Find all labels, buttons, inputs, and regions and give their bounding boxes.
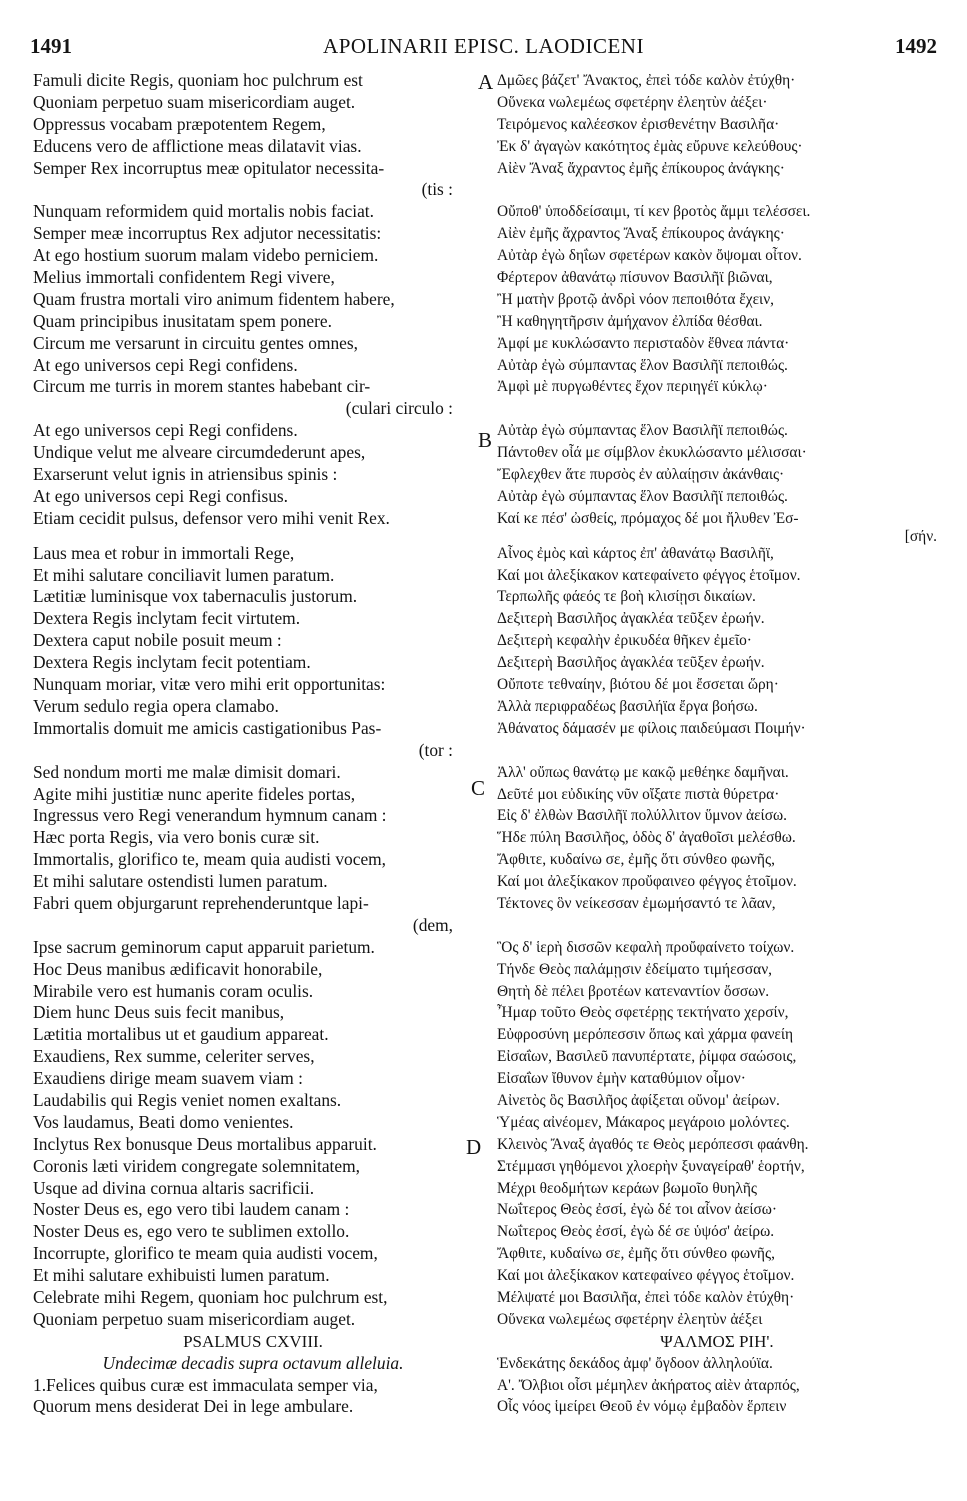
latin-line: Dextera Regis inclytam fecit potentiam. (33, 652, 311, 673)
greek-line: Κλεινὸς Ἄναξ ἀγαθός τε Θεὸς μερόπεσσι φαάνθη. (497, 1135, 809, 1153)
greek-line-continuation: [σήν. (904, 527, 937, 545)
latin-line: Quoniam perpetuo suam misericordiam auget. (33, 91, 356, 112)
latin-line: Immortalis, glorifico te, meam quia audisti vocem, (33, 849, 387, 870)
running-title: APOLINARII EPISC. LAODICENI (323, 34, 644, 58)
latin-line: Lætitiæ luminisque vox tabernaculis justorum. (33, 586, 358, 607)
latin-line: Diem hunc Deus suis fecit manibus, (33, 1002, 285, 1023)
greek-line: Δεξιτερὴ Βασιλῆος ἀγακλέα τεῦξεν ἐρωήν. (497, 610, 765, 628)
latin-line: Lætitia mortalibus ut et gaudium appareat. (33, 1024, 329, 1045)
greek-line: Εἰς δ' ἐλθὼν Βασιλῆϊ πολύλλιτον ὕμνον ἀείσω. (497, 807, 787, 825)
latin-line: Noster Deus es, ego vero te sublimen extollo. (33, 1221, 350, 1242)
greek-line: Θητὴ δὲ πέλει βροτέων κατεναντίον ὄσσων. (497, 982, 770, 1000)
latin-line: Ipse sacrum geminorum caput apparuit parietum. (33, 936, 375, 957)
greek-line: Τήνδε Θεὸς παλάμῃσιν ἐδείματο τιμήεσσαν, (497, 960, 773, 978)
greek-line: Δεξιτερὴ Βασιλῆος ἀγακλέα τεῦξεν ἐρωήν. (497, 654, 765, 672)
latin-line: Laus mea et robur in immortali Rege, (33, 542, 295, 563)
greek-line: Νωΐτερος Θεὸς ἐσσί, ἐγὼ δέ τοι αἶνον ἀείσω· (497, 1201, 778, 1219)
page-header (30, 34, 937, 64)
latin-line-continuation: (culari circulo : (345, 398, 453, 419)
latin-line: Famuli dicite Regis, quoniam hoc pulchrum est (33, 70, 363, 90)
latin-line: Nunquam moriar, vitæ vero mihi erit opportunitas: (33, 674, 386, 695)
latin-line: Quoniam perpetuo suam misericordiam auget. (33, 1308, 356, 1329)
greek-line: Εἰσαΐων, Βασιλεῦ πανυπέρτατε, ῥίμφα σαώσοις, (497, 1048, 797, 1066)
latin-line: Laudabilis qui Regis veniet nomen exaltans. (33, 1089, 342, 1110)
latin-line: Nunquam reformidem quid mortalis nobis faciat. (33, 201, 374, 222)
greek-line: Ἦμαρ τοῦτο Θεὸς σφετέρῃς τεκτήνατο χερσίν, (497, 1004, 789, 1022)
greek-line: Πάντοθεν οἷά με σίμβλον ἐκυκλώσαντο μέλισσαι· (497, 444, 807, 462)
greek-line: Μέλψατέ μοι Βασιλῆα, ἐπεὶ τόδε καλὸν ἐτύχθη· (497, 1288, 795, 1306)
greek-line: Ἀθάνατος δάμασέν με φίλοις παιδεύμασι Ποιμήν· (497, 719, 806, 737)
latin-line: Melius immortali confidentem Regi vivere, (33, 267, 335, 288)
latin-line: Undique velut me alveare circumdederunt apes, (33, 442, 366, 463)
latin-line: At ego universos cepi Regi confisus. (33, 485, 289, 506)
greek-line: Ὃς δ' ἱερὴ δισσῶν κεφαλὴ προὔφαίνετο τοίχων. (497, 938, 795, 956)
psalm-title-latin: PSALMUS CXVIII. (183, 1331, 323, 1351)
latin-line: Dextera Regis inclytam fecit virtutem. (33, 608, 301, 629)
latin-column (33, 70, 473, 1418)
greek-line: Φέρτερον ἀθανάτῳ πίσυνον Βασιλῆϊ βιῶναι, (497, 269, 773, 287)
greek-line: Ὑμέας αἰνέομεν, Μάκαρος μεγάροιο μολόντες. (497, 1113, 790, 1131)
latin-line: Circum me turris in morem stantes habebant cir- (33, 376, 371, 397)
latin-line: Exaudiens dirige meam suavem viam : (33, 1068, 303, 1089)
latin-line: Exaudiens, Rex summe, celeriter serves, (33, 1046, 315, 1067)
greek-line: Τειρόμενος καλέεσκον ἐρισθενέτην Βασιλῆα· (497, 115, 780, 133)
greek-line: Εἰσαΐων ἴθυνον ἐμὴν καταθύμιον οἶμον· (497, 1070, 746, 1088)
greek-line: Εὐφροσύνη μερόπεσσιν ὅπως καὶ χάρμα φανείη (497, 1026, 794, 1044)
latin-line: Incorrupte, glorifico te meam quia audisti vocem, (33, 1243, 378, 1264)
greek-blank-line (497, 398, 937, 420)
section-marker-d: D (466, 1135, 482, 1159)
stanza-gap (33, 530, 473, 543)
latin-line-continuation: (dem, (412, 914, 453, 935)
greek-line: Οὕνεκα νωλεμέως σφετέρην ἐλεητὺν ἀέξει· (497, 93, 768, 111)
latin-line: Etiam cecidit pulsus, defensor vero mihi venit Rex. (33, 507, 390, 528)
greek-line: Δεῦτέ μοι εὐδικίης νῦν οἴξατε πιστὰ θύρετρα· (497, 785, 780, 803)
latin-line: Immortalis domuit me amicis castigationibus Pas- (33, 717, 382, 738)
greek-line: Αἰὲν ἐμῆς ἄχραντος Ἄναξ ἐπίκουρος ἀνάγκης· (497, 225, 785, 243)
greek-line: Τέκτονες ὃν νείκεσσαν ἐμωμήσαντό τε λᾶαν, (497, 894, 776, 912)
section-marker-a: A (478, 70, 494, 94)
greek-column (497, 70, 937, 1418)
latin-line-continuation: (tor : (418, 739, 453, 760)
latin-line: Quam frustra mortali viro animum fidentem habere, (33, 288, 395, 309)
greek-blank-line (497, 179, 937, 201)
latin-line: Semper Rex incorruptus meæ opitulator necessita- (33, 157, 385, 178)
greek-line: Αὐτὰρ ἐγὼ σύμπαντας ἕλον Βασιλῆϊ πεποιθώς. (497, 422, 788, 440)
latin-line: Noster Deus es, ego vero tibi laudem canam : (33, 1199, 350, 1220)
greek-blank-line (497, 740, 937, 762)
latin-line: Quorum mens desiderat Dei in lege ambulare. (33, 1396, 354, 1417)
latin-line: At ego universos cepi Regi confidens. (33, 420, 298, 441)
latin-line: Et mihi salutare exhibuisti lumen paratum. (33, 1265, 330, 1286)
greek-line: Ἀμφὶ μὲ πυργωθέντες ἔχον περιηγέϊ κύκλῳ· (497, 378, 768, 396)
greek-line: Αἶνος ἐμὸς καὶ κάρτος ἐπ' ἀθανάτῳ Βασιλῆϊ, (497, 544, 774, 562)
greek-line: Ἄφθιτε, κυδαίνω σε, ἐμῆς ὅτι σύνθεο φωνῆς, (497, 1245, 775, 1263)
latin-line: Educens vero de afflictione meas dilatavit vias. (33, 135, 362, 156)
greek-line: Καί μοι ἀλεξίκακον προὔφαινεο φέγγος ἑτοῖμον. (497, 873, 797, 891)
latin-line: Dextera caput nobile posuit meum : (33, 630, 282, 651)
greek-line: Αὐτὰρ ἐγὼ σύμπαντας ἕλον Βασιλῆϊ πεποιθώς. (497, 487, 788, 505)
greek-line: Ἢ καθηγητῆρσιν ἀμήχανον ἐλπίδα θέσθαι. (497, 312, 763, 330)
latin-line: Hæc porta Regis, via vero bonis curæ sit. (33, 827, 320, 848)
psalm-subtitle-greek: Ἑνδεκάτης δεκάδος ἀμφ' ὄγδοον ἀλληλούϊα. (497, 1354, 773, 1372)
greek-line: Οὔποτε τεθναίην, βιότου δέ μοι ἔσσεται ὥρη· (497, 676, 779, 694)
latin-line: Exarserunt velut ignis in atriensibus spinis : (33, 464, 338, 485)
greek-line: Ἥδε πύλη Βασιλῆος, ὁδὸς δ' ἀγαθοῖσι μελέσθω. (497, 829, 796, 847)
latin-line: Semper meæ incorruptus Rex adjutor necessitatis: (33, 223, 382, 244)
latin-line-continuation: (tis : (421, 179, 453, 200)
latin-line: Et mihi salutare conciliavit lumen paratum. (33, 564, 335, 585)
greek-line: Δμῶες βάζετ' Ἄνακτος, ἐπεὶ τόδε καλὸν ἐτύχθη· (497, 72, 796, 89)
greek-line: Δεξιτερὴ κεφαλὴν ἐρικυδέα θῆκεν ἐμεῖο· (497, 632, 752, 650)
greek-line: Οὕνεκα νωλεμέως σφετέρην ἐλεητὺν ἀέξει (497, 1310, 763, 1328)
greek-line: Ἀλλὰ περιφραδέως βασιλήϊα ἔργα βοήσω. (497, 697, 758, 715)
latin-line: Sed nondum morti me malæ dimisit domari. (33, 761, 341, 782)
latin-line: Et mihi salutare ostendisti lumen paratum. (33, 871, 328, 892)
latin-line: Celebrate mihi Regem, quoniam hoc pulchrum est, (33, 1286, 388, 1307)
greek-line: Ἀλλ' οὔπως θανάτῳ με κακῷ μεθέηκε δαμῆναι. (497, 763, 789, 781)
section-marker-b: B (478, 428, 493, 452)
greek-line: Καί μοι ἀλεξίκακον κατεφαίνεο φέγγος ἑτοῖμον. (497, 1267, 795, 1285)
greek-blank-line (497, 915, 937, 937)
greek-line: Ἔφλεχθεν ἅτε πυρσὸς ἐν αὐλαίῃσιν ἀκάνθαις· (497, 466, 785, 484)
latin-line: Usque ad divina cornua altaris sacrificii. (33, 1177, 315, 1198)
greek-line: Αἰὲν Ἄναξ ἄχραντος ἐμῆς ἐπίκουρος ἀνάγκης· (497, 159, 785, 177)
greek-line: Ἄφθιτε, κυδαίνω σε, ἐμῆς ὅτι σύνθεο φωνῆς, (497, 851, 775, 869)
latin-line: At ego universos cepi Regi confidens. (33, 354, 298, 375)
greek-line: Νωΐτερος Θεὸς ἐσσί, ἐγὼ δέ σε ὑψόσ' ἀείρω. (497, 1223, 775, 1241)
latin-line: Hoc Deus manibus ædificavit honorabile, (33, 958, 323, 979)
latin-line: At ego hostium suorum malam videbo perniciem. (33, 245, 379, 266)
greek-line: Καί μοι ἀλεξίκακον κατεφαίνετο φέγγος ἑτοῖμον. (497, 566, 801, 584)
greek-line: Ἢ ματὴν βροτῷ ἀνδρὶ νόον πεποιθότα ἔχειν, (497, 290, 775, 308)
latin-line: Fabri quem objurgarunt reprehenderuntque lapi- (33, 892, 369, 913)
greek-line: Αἰνετὸς ὃς Βασιλῆος ἀφίξεται οὔνομ' ἀείρων. (497, 1091, 780, 1109)
latin-line: 1.Felices quibus curæ est immaculata semper via, (33, 1374, 378, 1395)
greek-line: Μέχρι θεοδμήτων κεράων βωμοῖο θυηλῆς (497, 1179, 757, 1197)
greek-line: Ἐκ δ' ἀγαγὼν κακότητος ἐμὰς εὔρυνε κελεύθους· (497, 137, 803, 155)
latin-line: Mirabile vero est humanis coram oculis. (33, 980, 314, 1001)
psalm-subtitle-latin: Undecimæ decadis supra octavum alleluia. (102, 1352, 404, 1373)
latin-line: Ingressus vero Regi venerandum hymnum canam : (33, 805, 387, 826)
greek-line: Αὐτὰρ ἐγὼ σύμπαντας ἕλον Βασιλῆϊ πεποιθώς. (497, 356, 788, 374)
greek-line: Οἷς νόος ἱμείρει Θεοῦ ἐν νόμῳ ἐμβαδὸν ἕρπειν (497, 1398, 787, 1416)
greek-line: Τερπωλῆς φάεός τε βοὴ κλισίῃσι δικαίων. (497, 588, 756, 606)
latin-line: Inclytus Rex bonusque Deus mortalibus apparuit. (33, 1133, 377, 1154)
latin-line: Verum sedulo regia opera clamabo. (33, 695, 279, 716)
latin-line: Coronis læti viridem congregate solemnitatem, (33, 1155, 360, 1176)
greek-line: Καί κε πέσ' ὠσθείς, πρόμαχος δέ μοι ἤλυθεν Ἐσ- (497, 509, 799, 527)
latin-line: Vos laudamus, Beati domo venientes. (33, 1111, 294, 1132)
latin-line: Agite mihi justitiæ nunc aperite fideles portas, (33, 783, 356, 804)
greek-line: Ἀμφί με κυκλώσαντο περισταδὸν ἔθνεα πάντα· (497, 334, 790, 352)
greek-line: Αὐτὰρ ἐγὼ δηΐων σφετέρων κακὸν ὄψομαι οἶτον. (497, 247, 802, 265)
latin-line: Oppressus vocabam præpotentem Regem, (33, 113, 326, 134)
greek-line: Α'. Ὄλβιοι οἷσι μέμηλεν ἀκήρατος αἰὲν ἀταρπός, (497, 1376, 800, 1394)
greek-line: Οὔποθ' ὑποδδείσαιμι, τί κεν βροτὸς ἄμμι τελέσσει. (497, 203, 811, 221)
latin-line: Quam principibus inusitatam spem ponere. (33, 310, 332, 331)
page-number-left: 1491 (30, 34, 72, 58)
section-marker-c: C (471, 776, 486, 800)
latin-line: Circum me versarunt in circuitu gentes omnes, (33, 332, 359, 353)
greek-line: Στέμμασι γηθόμενοι χλοερὴν ξυναγείραθ' ἑορτήν, (497, 1157, 805, 1175)
psalm-title-greek: ΨΑΛΜΟΣ ΡΙΗ'. (660, 1331, 774, 1351)
page-number-right: 1492 (895, 34, 937, 58)
